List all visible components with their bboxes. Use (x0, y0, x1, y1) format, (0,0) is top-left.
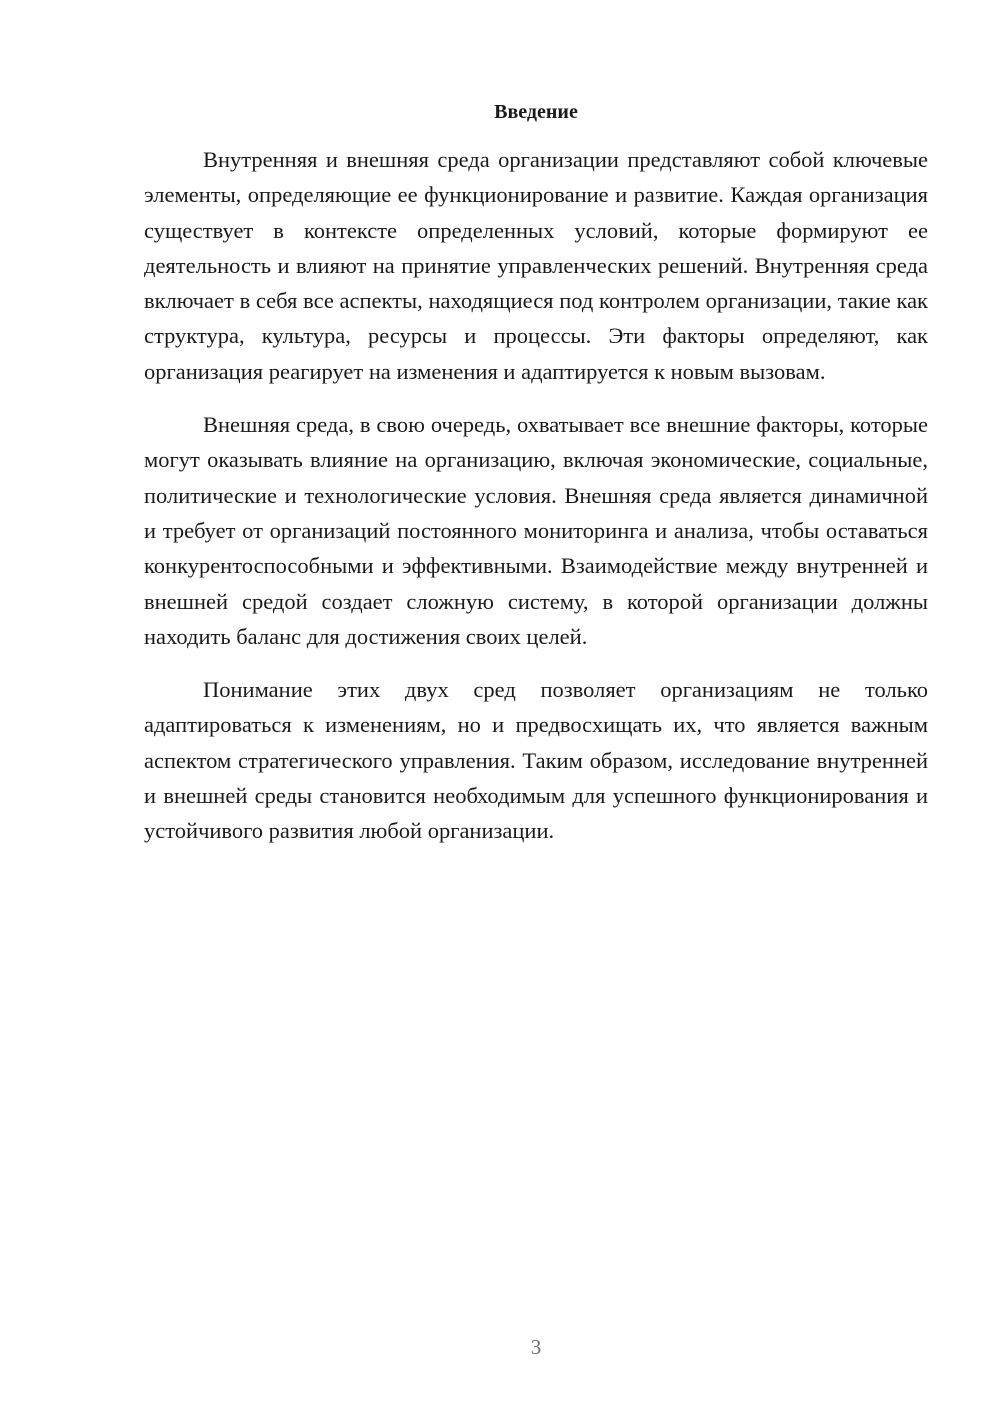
page-number: 3 (530, 1335, 542, 1359)
paragraph-2: Внешняя среда, в свою очередь, охватывает все внешние факторы, которые могут оказывать влияние на организацию, включая экономические, социальные, политические и технологические условия. Внешняя среда является динамичной и требует от организаций постоянного мониторинга и анализа, чтобы оставаться конкурентоспособными и эффективными. Взаимодействие между внутренней и внешней средой создает сложную систему, в которой организации должны находить баланс для достижения своих целей. (144, 412, 928, 649)
body-text (144, 142, 928, 849)
section-title: Введение (494, 101, 578, 123)
paragraph-3: Понимание этих двух сред позволяет организациям не только адаптироваться к изменениям, но и предвосхищать их, что является важным аспектом стратегического управления. Таким образом, исследование внутренней и внешней среды становится необходимым для успешного функционирования и устойчивого развития любой организации. (144, 677, 928, 844)
paragraph-1: Внутренняя и внешняя среда организации представляют собой ключевые элементы, определяющие ее функционирование и развитие. Каждая организация существует в контексте определенных условий, которые формируют ее деятельность и влияют на принятие управленческих решений. Внутренняя среда включает в себя все аспекты, находящиеся под контролем организации, такие как структура, культура, ресурсы и процессы. Эти факторы определяют, как организация реагирует на изменения и адаптируется к новым вызовам. (144, 147, 928, 384)
